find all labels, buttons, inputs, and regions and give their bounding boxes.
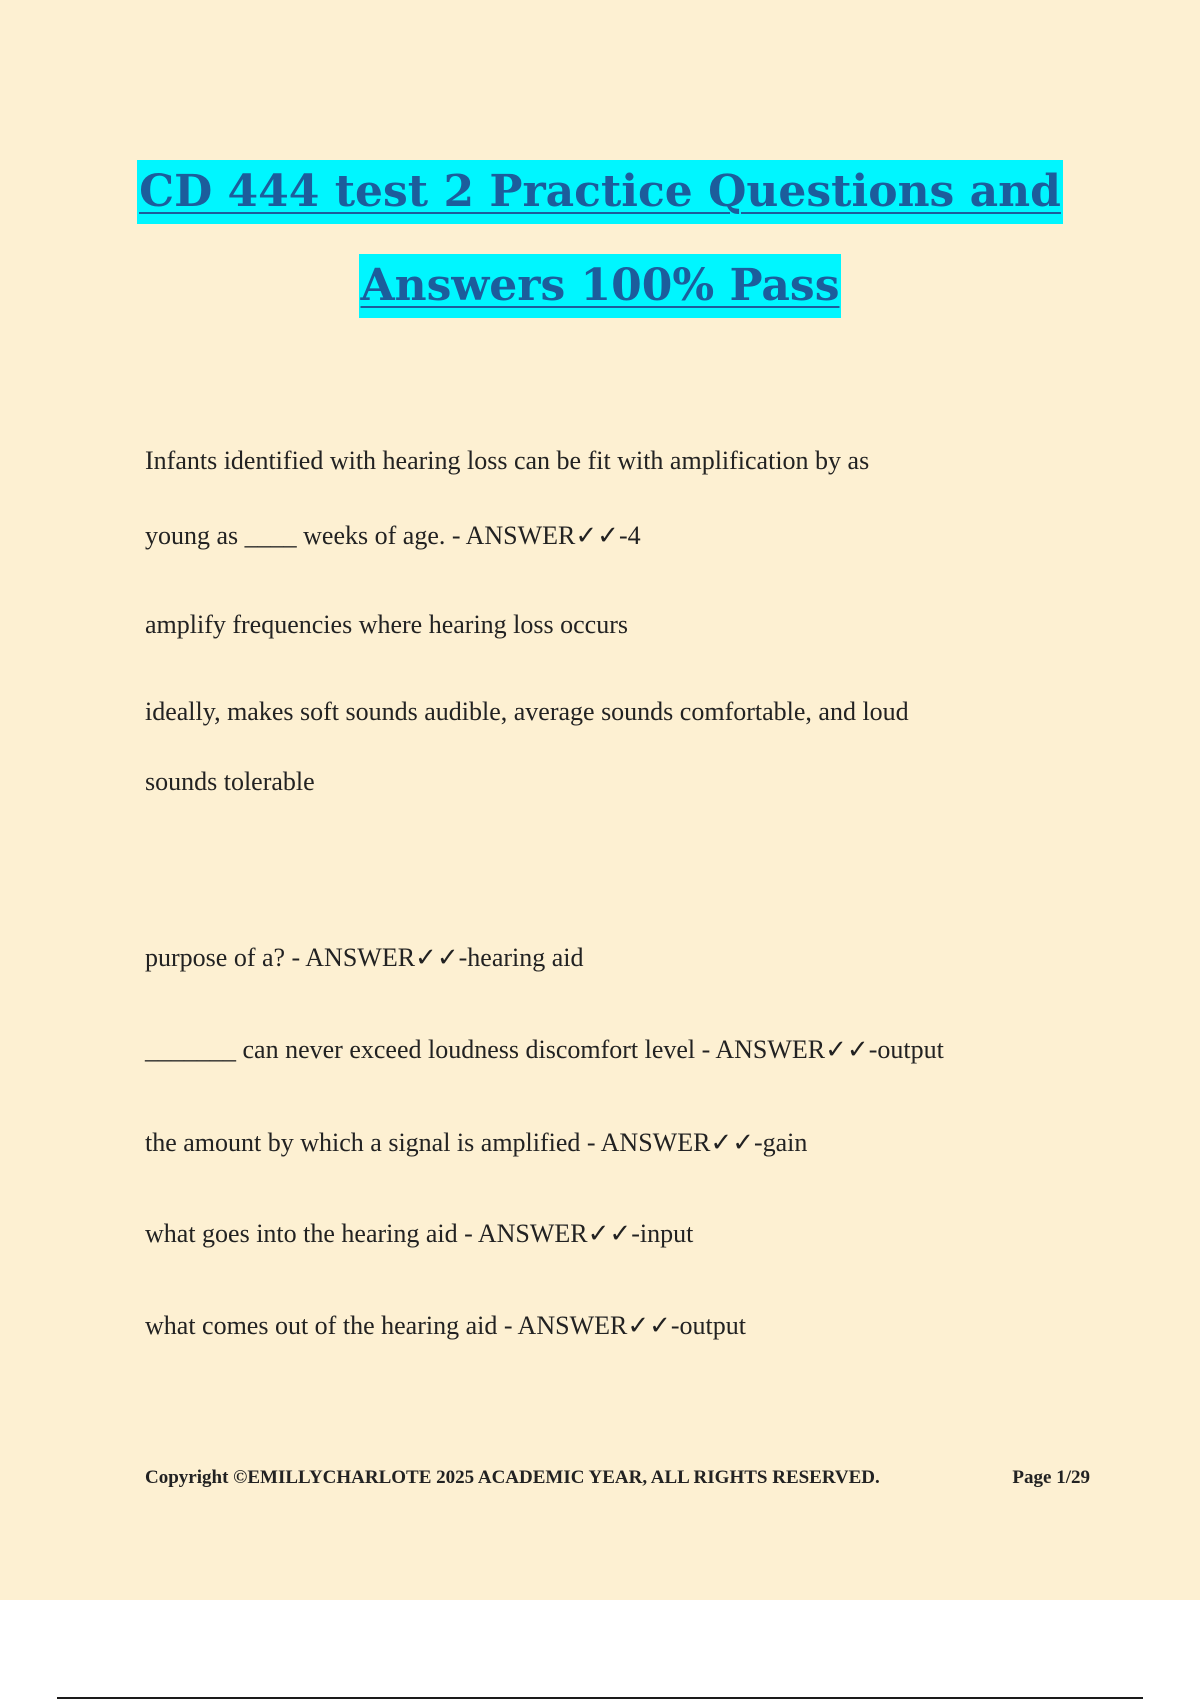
question-2: purpose of a? - ANSWER✓✓-hearing aid <box>145 943 584 972</box>
note-line-3: sounds tolerable <box>145 767 315 796</box>
bottom-divider <box>57 1697 1143 1699</box>
question-6: what comes out of the hearing aid - ANSWER✓✓-output <box>145 1311 747 1340</box>
copyright-notice: Copyright ©EMILLYCHARLOTE 2025 ACADEMIC YEAR, ALL RIGHTS RESERVED. <box>145 1467 880 1488</box>
document-title <box>0 160 1200 318</box>
title-line-1: CD 444 test 2 Practice Questions and <box>137 160 1063 224</box>
question-1-line-1: Infants identified with hearing loss can be fit with amplification by as <box>145 446 870 475</box>
question-5: what goes into the hearing aid - ANSWER✓✓-input <box>145 1219 694 1248</box>
question-3: _______ can never exceed loudness discomfort level - ANSWER✓✓-output <box>145 1035 944 1064</box>
page-footer <box>145 1467 1090 1489</box>
question-1-line-2: young as ____ weeks of age. - ANSWER✓✓-4 <box>145 521 641 550</box>
note-line-1: amplify frequencies where hearing loss occurs <box>145 610 628 639</box>
note-line-2: ideally, makes soft sounds audible, average sounds comfortable, and loud <box>145 697 909 726</box>
title-line-2: Answers 100% Pass <box>359 254 842 318</box>
page-number: Page 1/29 <box>1012 1467 1090 1488</box>
question-4: the amount by which a signal is amplified - ANSWER✓✓-gain <box>145 1128 808 1157</box>
